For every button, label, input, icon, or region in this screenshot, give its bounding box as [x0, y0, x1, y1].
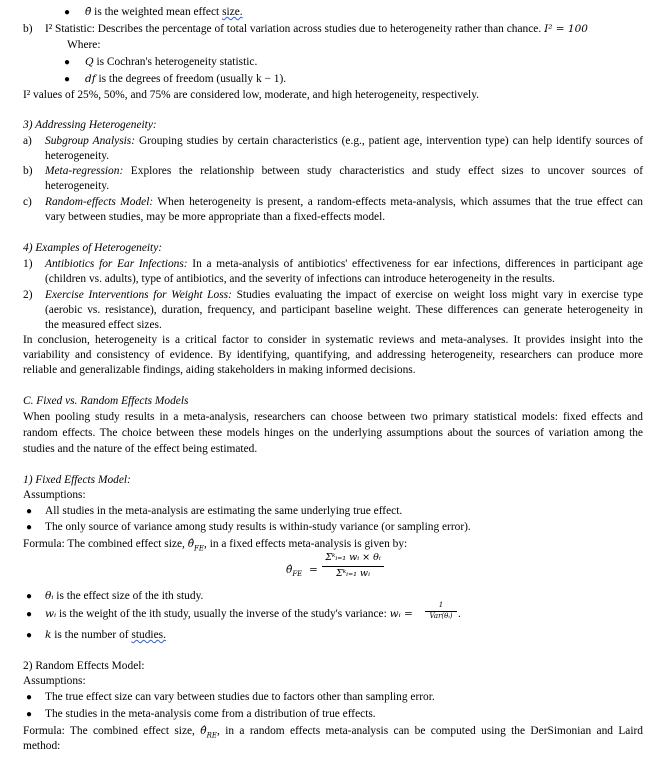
theta-hat-symbol: θ̂	[187, 538, 195, 550]
fraction-denominator: Σᵏᵢ₌₁ wᵢ	[336, 568, 370, 579]
assumption-item: All studies in the meta-analysis are estimating the same underlying true effect.	[45, 505, 403, 517]
random-effects-heading: 2) Random Effects Model:	[23, 660, 145, 672]
bullet-dot: ●	[26, 522, 33, 533]
formula-intro-text: , in a fixed effects meta-analysis is given by:	[204, 538, 408, 550]
intro-line: When pooling study results in a meta-analysis, researchers can choose between two primary statistical models: fixed effects and	[23, 411, 643, 423]
weight-fraction-numerator: 1	[438, 601, 444, 609]
bullet-dot: ●	[64, 7, 71, 18]
bullet-text: is the degrees of freedom (usually k − 1).	[95, 73, 287, 85]
list-label: 2)	[23, 289, 33, 301]
item-term: Antibiotics for Ear Infections:	[45, 258, 188, 270]
definition-text: is the effect size of the ith study.	[53, 590, 204, 602]
bullet-dot: ●	[64, 74, 71, 85]
assumption-item: The studies in the meta-analysis come from a distribution of true effects.	[45, 708, 376, 720]
section-heading: 3) Addressing Heterogeneity:	[23, 119, 157, 131]
list-label: b)	[23, 23, 33, 35]
item-text-cont: heterogeneity.	[45, 180, 110, 192]
i2-description: I² Statistic: Describes the percentage of total variation across studies due to heterogeneity rather than chance.	[45, 23, 542, 35]
bullet-text: is the weighted mean effect	[91, 6, 223, 18]
theta-bar-symbol: θ̄	[85, 6, 92, 18]
definition-item	[45, 589, 203, 603]
df-bullet	[85, 72, 286, 86]
formula-intro-text: Formula: The combined effect size,	[23, 538, 188, 550]
item-text-cont: (children vs. adults), type of antibiotics, and the severity of infections can introduce heterogeneity in the results.	[45, 273, 555, 285]
formula-intro-text: , in a random effects meta-analysis can be computed using the DerSimonian and Laird	[217, 725, 643, 737]
i2-statistic-line	[45, 22, 588, 36]
bullet-text: is Cochran's heterogeneity statistic.	[93, 56, 258, 68]
item-text-cont: vary between studies, may be more appropriate than a fixed-effects model.	[45, 211, 386, 223]
item-text: Grouping studies by certain characteristics (e.g., patient age, intervention type) can help identify sources of	[135, 135, 643, 147]
bullet-dot: ●	[26, 692, 33, 703]
assumption-item: The only source of variance among study results is within-study variance (or sampling error).	[45, 521, 471, 533]
list-label: 1)	[23, 258, 33, 270]
bullet-dot: ●	[26, 591, 33, 602]
bullet-dot: ●	[64, 57, 71, 68]
formula-intro-text: Formula: The combined effect size,	[23, 725, 201, 737]
weight-formula: wᵢ =	[389, 608, 413, 620]
list-label: a)	[23, 135, 32, 147]
df-symbol: df	[85, 73, 96, 85]
fixed-effects-heading: 1) Fixed Effects Model:	[23, 474, 131, 486]
meta-regression-item	[45, 164, 643, 178]
w-i-symbol: wᵢ	[45, 608, 57, 620]
item-text-cont: heterogeneity.	[45, 150, 110, 162]
list-label: c)	[23, 196, 32, 208]
period: .	[458, 608, 461, 620]
formula-lhs	[286, 563, 302, 581]
item-text: Explores the relationship between study characteristics and study effect sizes to uncover sources of	[123, 165, 643, 177]
bullet-dot: ●	[26, 630, 33, 641]
item-term: Random-effects Model:	[45, 196, 154, 208]
item-text: When heterogeneity is present, a random-effects meta-analysis, which assumes that the true effect can	[153, 196, 643, 208]
random-effects-item	[45, 195, 643, 209]
equals-sign: =	[309, 564, 318, 576]
conclusion-line: variability and consistency of evidence. By identifying, quantifying, and addressing heterogeneity, researchers can produce more	[23, 349, 643, 361]
intro-line: random effects. The choice between these models hinges on the underlying assumptions about the sources of variation among the	[23, 427, 643, 439]
item-text-cont: the measured effect sizes.	[45, 319, 162, 331]
i2-interpretation: I² values of 25%, 50%, and 75% are considered low, moderate, and high heterogeneity, respectively.	[23, 89, 480, 101]
item-term: Subgroup Analysis:	[45, 135, 136, 147]
assumptions-label: Assumptions:	[23, 675, 86, 687]
formula-intro-cont: method:	[23, 740, 61, 752]
list-label: b)	[23, 165, 33, 177]
item-text: In a meta-analysis of antibiotics' effectiveness for ear infections, differences in participant age	[187, 258, 643, 270]
section-c-heading: C. Fixed vs. Random Effects Models	[23, 395, 189, 407]
bullet-text-tail: size.	[222, 6, 243, 18]
bullet-dot: ●	[26, 709, 33, 720]
random-formula-intro	[23, 724, 643, 742]
where-label: Where:	[67, 39, 101, 51]
k-symbol: k	[45, 629, 52, 641]
bullet-dot: ●	[26, 506, 33, 517]
subgroup-analysis-item	[45, 134, 643, 148]
fraction-bar	[322, 566, 384, 567]
assumptions-label: Assumptions:	[23, 489, 86, 501]
definition-text: is the weight of the ith study, usually the inverse of the study's variance:	[56, 608, 390, 620]
definition-text: is the number of	[51, 629, 132, 641]
item-text: Studies evaluating the impact of exercise on weight loss might vary in exercise type	[231, 289, 644, 301]
weighted-mean-bullet	[85, 5, 243, 19]
exercise-example	[45, 288, 643, 302]
q-bullet	[85, 55, 257, 69]
q-symbol: Q	[85, 56, 94, 68]
conclusion-line: reliable and generalizable findings, aiding stakeholders in making informed decisions.	[23, 364, 416, 376]
definition-item	[45, 607, 413, 621]
theta-hat-symbol: θ̂	[286, 564, 293, 576]
weight-fraction-denominator: Var(θᵢ)	[429, 612, 453, 620]
subscript: FE	[194, 544, 204, 553]
assumption-item: The true effect size can vary between studies due to factors other than sampling error.	[45, 691, 435, 703]
definition-text-tail: studies.	[131, 629, 166, 641]
antibiotics-example	[45, 257, 643, 271]
theta-i-symbol: θᵢ	[45, 590, 54, 602]
item-term: Exercise Interventions for Weight Loss:	[45, 289, 232, 301]
intro-line: studies and the nature of the effect being estimated.	[23, 443, 258, 455]
definition-item	[45, 628, 166, 642]
item-term: Meta-regression:	[45, 165, 124, 177]
i2-formula: I² = 100	[544, 23, 588, 35]
bullet-dot: ●	[26, 609, 33, 620]
subscript: RE	[206, 731, 217, 740]
theta-hat-symbol: θ̂	[200, 725, 207, 737]
subscript: FE	[292, 570, 303, 579]
conclusion-line: In conclusion, heterogeneity is a critical factor to consider in systematic reviews and meta-analyses. It provides insight into the	[23, 334, 643, 346]
section-heading: 4) Examples of Heterogeneity:	[23, 242, 163, 254]
item-text-cont: (aerobic vs. resistance), duration, frequency, and participant baseline weight. These differences can generate heterogeneity in	[45, 304, 643, 316]
fraction-numerator: Σᵏᵢ₌₁ wᵢ × θᵢ	[325, 552, 381, 563]
